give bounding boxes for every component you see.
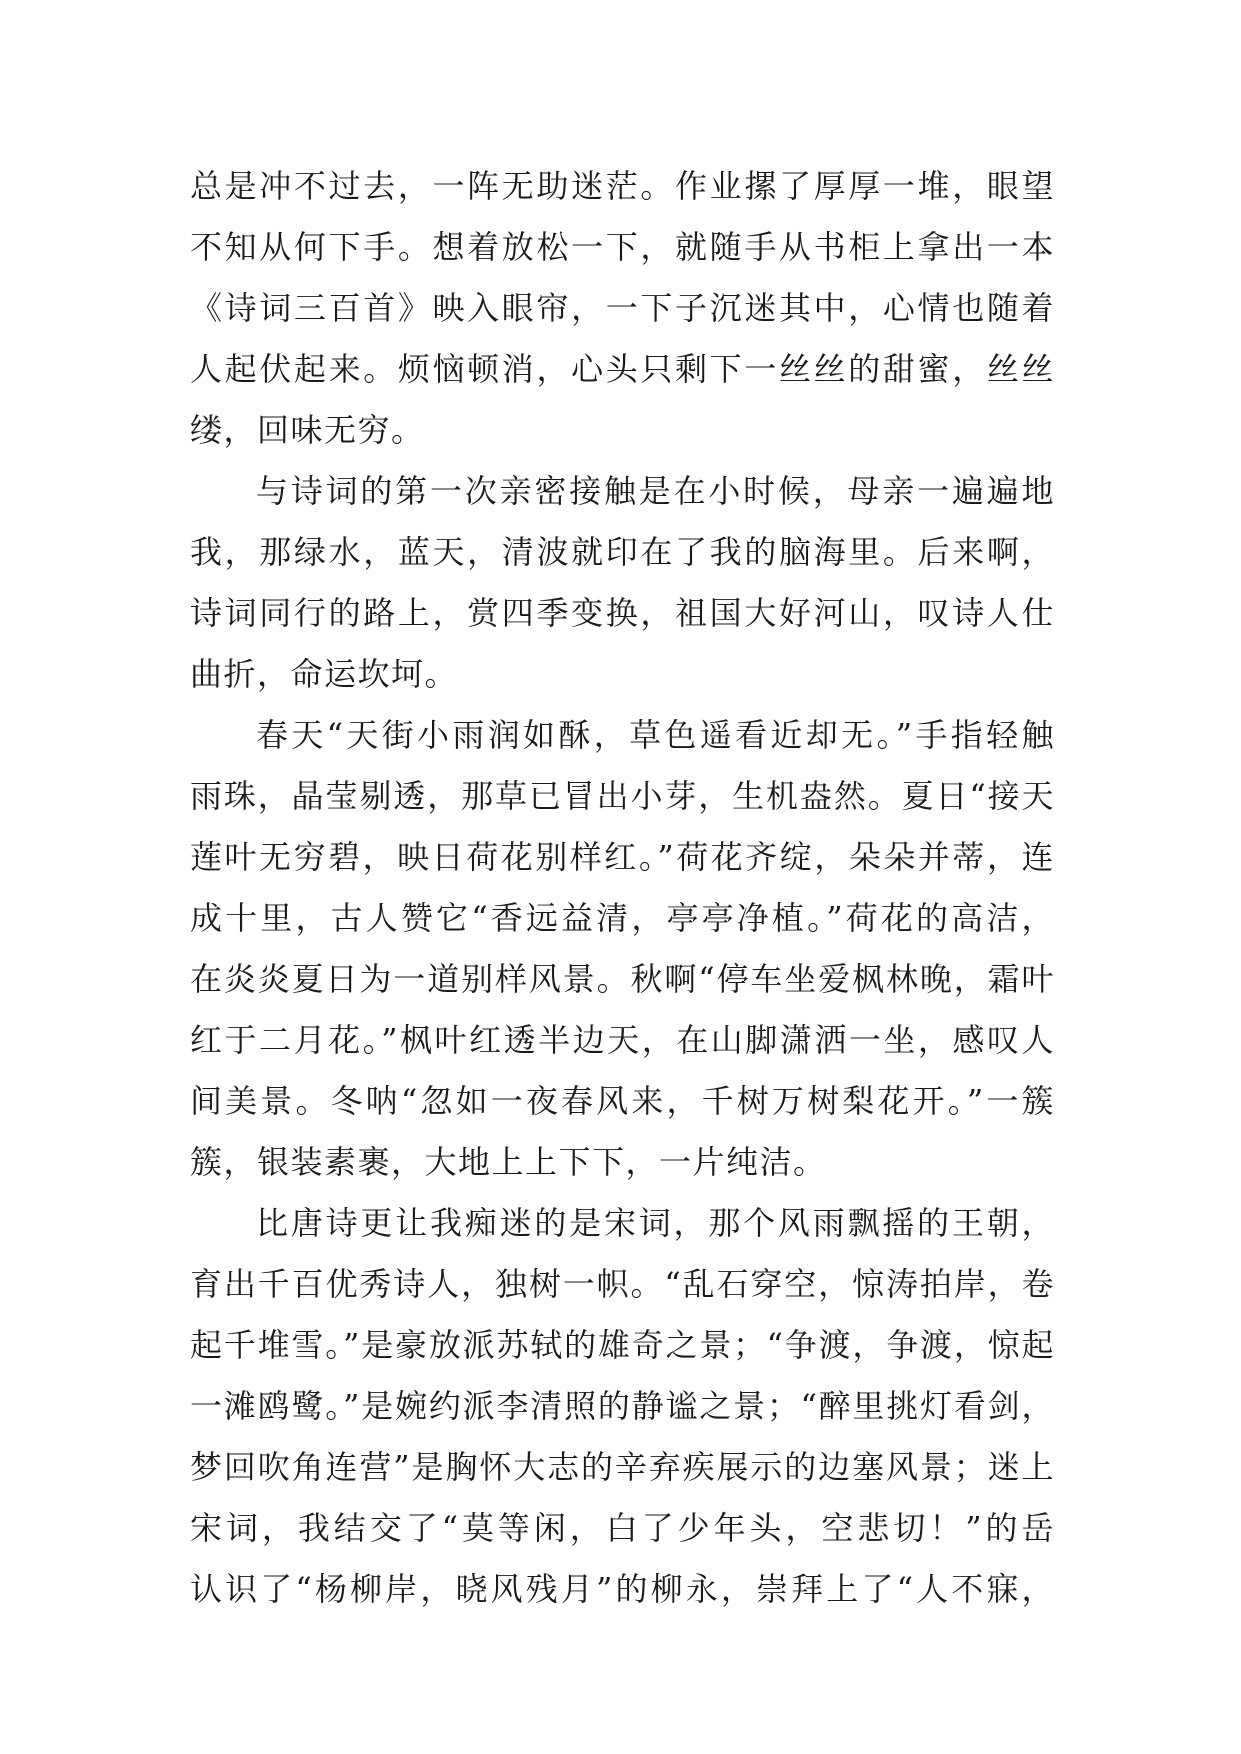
body-text xyxy=(190,156,1055,1620)
text-line: 宋词，我结交了“莫等闲，白了少年头，空悲切！”的岳 xyxy=(190,1509,1055,1547)
text-line: 成十里，古人赞它“香远益清，亭亭净植。”荷花的高洁， xyxy=(190,899,1055,937)
text-line: 诗词同行的路上，赏四季变换，祖国大好河山，叹诗人仕 xyxy=(190,594,1055,632)
text-line: 缕，回味无穷。 xyxy=(190,411,425,449)
paragraph-first-line: 春天“天街小雨润如酥，草色遥看近却无。”手指轻触 xyxy=(256,716,1055,754)
text-line: 红于二月花。”枫叶红透半边天，在山脚潇洒一坐，感叹人 xyxy=(190,1021,1055,1059)
text-line: 梦回吹角连营”是胸怀大志的辛弃疾展示的边塞风景；迷上 xyxy=(190,1448,1055,1486)
text-line: 簇，银装素裹，大地上上下下，一片纯洁。 xyxy=(190,1143,827,1181)
text-line: 人起伏起来。烦恼顿消，心头只剩下一丝丝的甜蜜，丝丝 xyxy=(190,350,1055,388)
text-line: 育出千百优秀诗人，独树一帜。“乱石穿空，惊涛拍岸，卷 xyxy=(190,1265,1055,1303)
paragraph-first-line: 与诗词的第一次亲密接触是在小时候，母亲一遍遍地 xyxy=(256,472,1055,510)
paragraph-first-line: 比唐诗更让我痴迷的是宋词，那个风雨飘摇的王朝， xyxy=(256,1204,1055,1242)
text-line: 间美景。冬呐“忽如一夜春风来，千树万树梨花开。”一簇 xyxy=(190,1082,1055,1120)
text-line: 认识了“杨柳岸，晓风残月”的柳永，崇拜上了“人不寐， xyxy=(190,1570,1055,1608)
text-line: 不知从何下手。想着放松一下，就随手从书柜上拿出一本 xyxy=(190,228,1055,266)
text-line: 雨珠，晶莹剔透，那草已冒出小芽，生机盎然。夏日“接天 xyxy=(190,777,1055,815)
text-line: 莲叶无穷碧，映日荷花别样红。”荷花齐绽，朵朵并蒂，连 xyxy=(190,838,1055,876)
text-line: 《诗词三百首》映入眼帘，一下子沉迷其中，心情也随着 xyxy=(190,289,1055,327)
text-line: 曲折，命运坎坷。 xyxy=(190,655,459,693)
text-line: 在炎炎夏日为一道别样风景。秋啊“停车坐爱枫林晚，霜叶 xyxy=(190,960,1055,998)
text-line: 我，那绿水，蓝天，清波就印在了我的脑海里。后来啊， xyxy=(190,533,1055,571)
text-line: 一滩鸥鹭。”是婉约派李清照的静谧之景；“醉里挑灯看剑， xyxy=(190,1387,1055,1425)
text-line: 起千堆雪。”是豪放派苏轼的雄奇之景；“争渡，争渡，惊起 xyxy=(190,1326,1055,1364)
text-line: 总是冲不过去，一阵无助迷茫。作业摞了厚厚一堆，眼望 xyxy=(190,167,1055,205)
